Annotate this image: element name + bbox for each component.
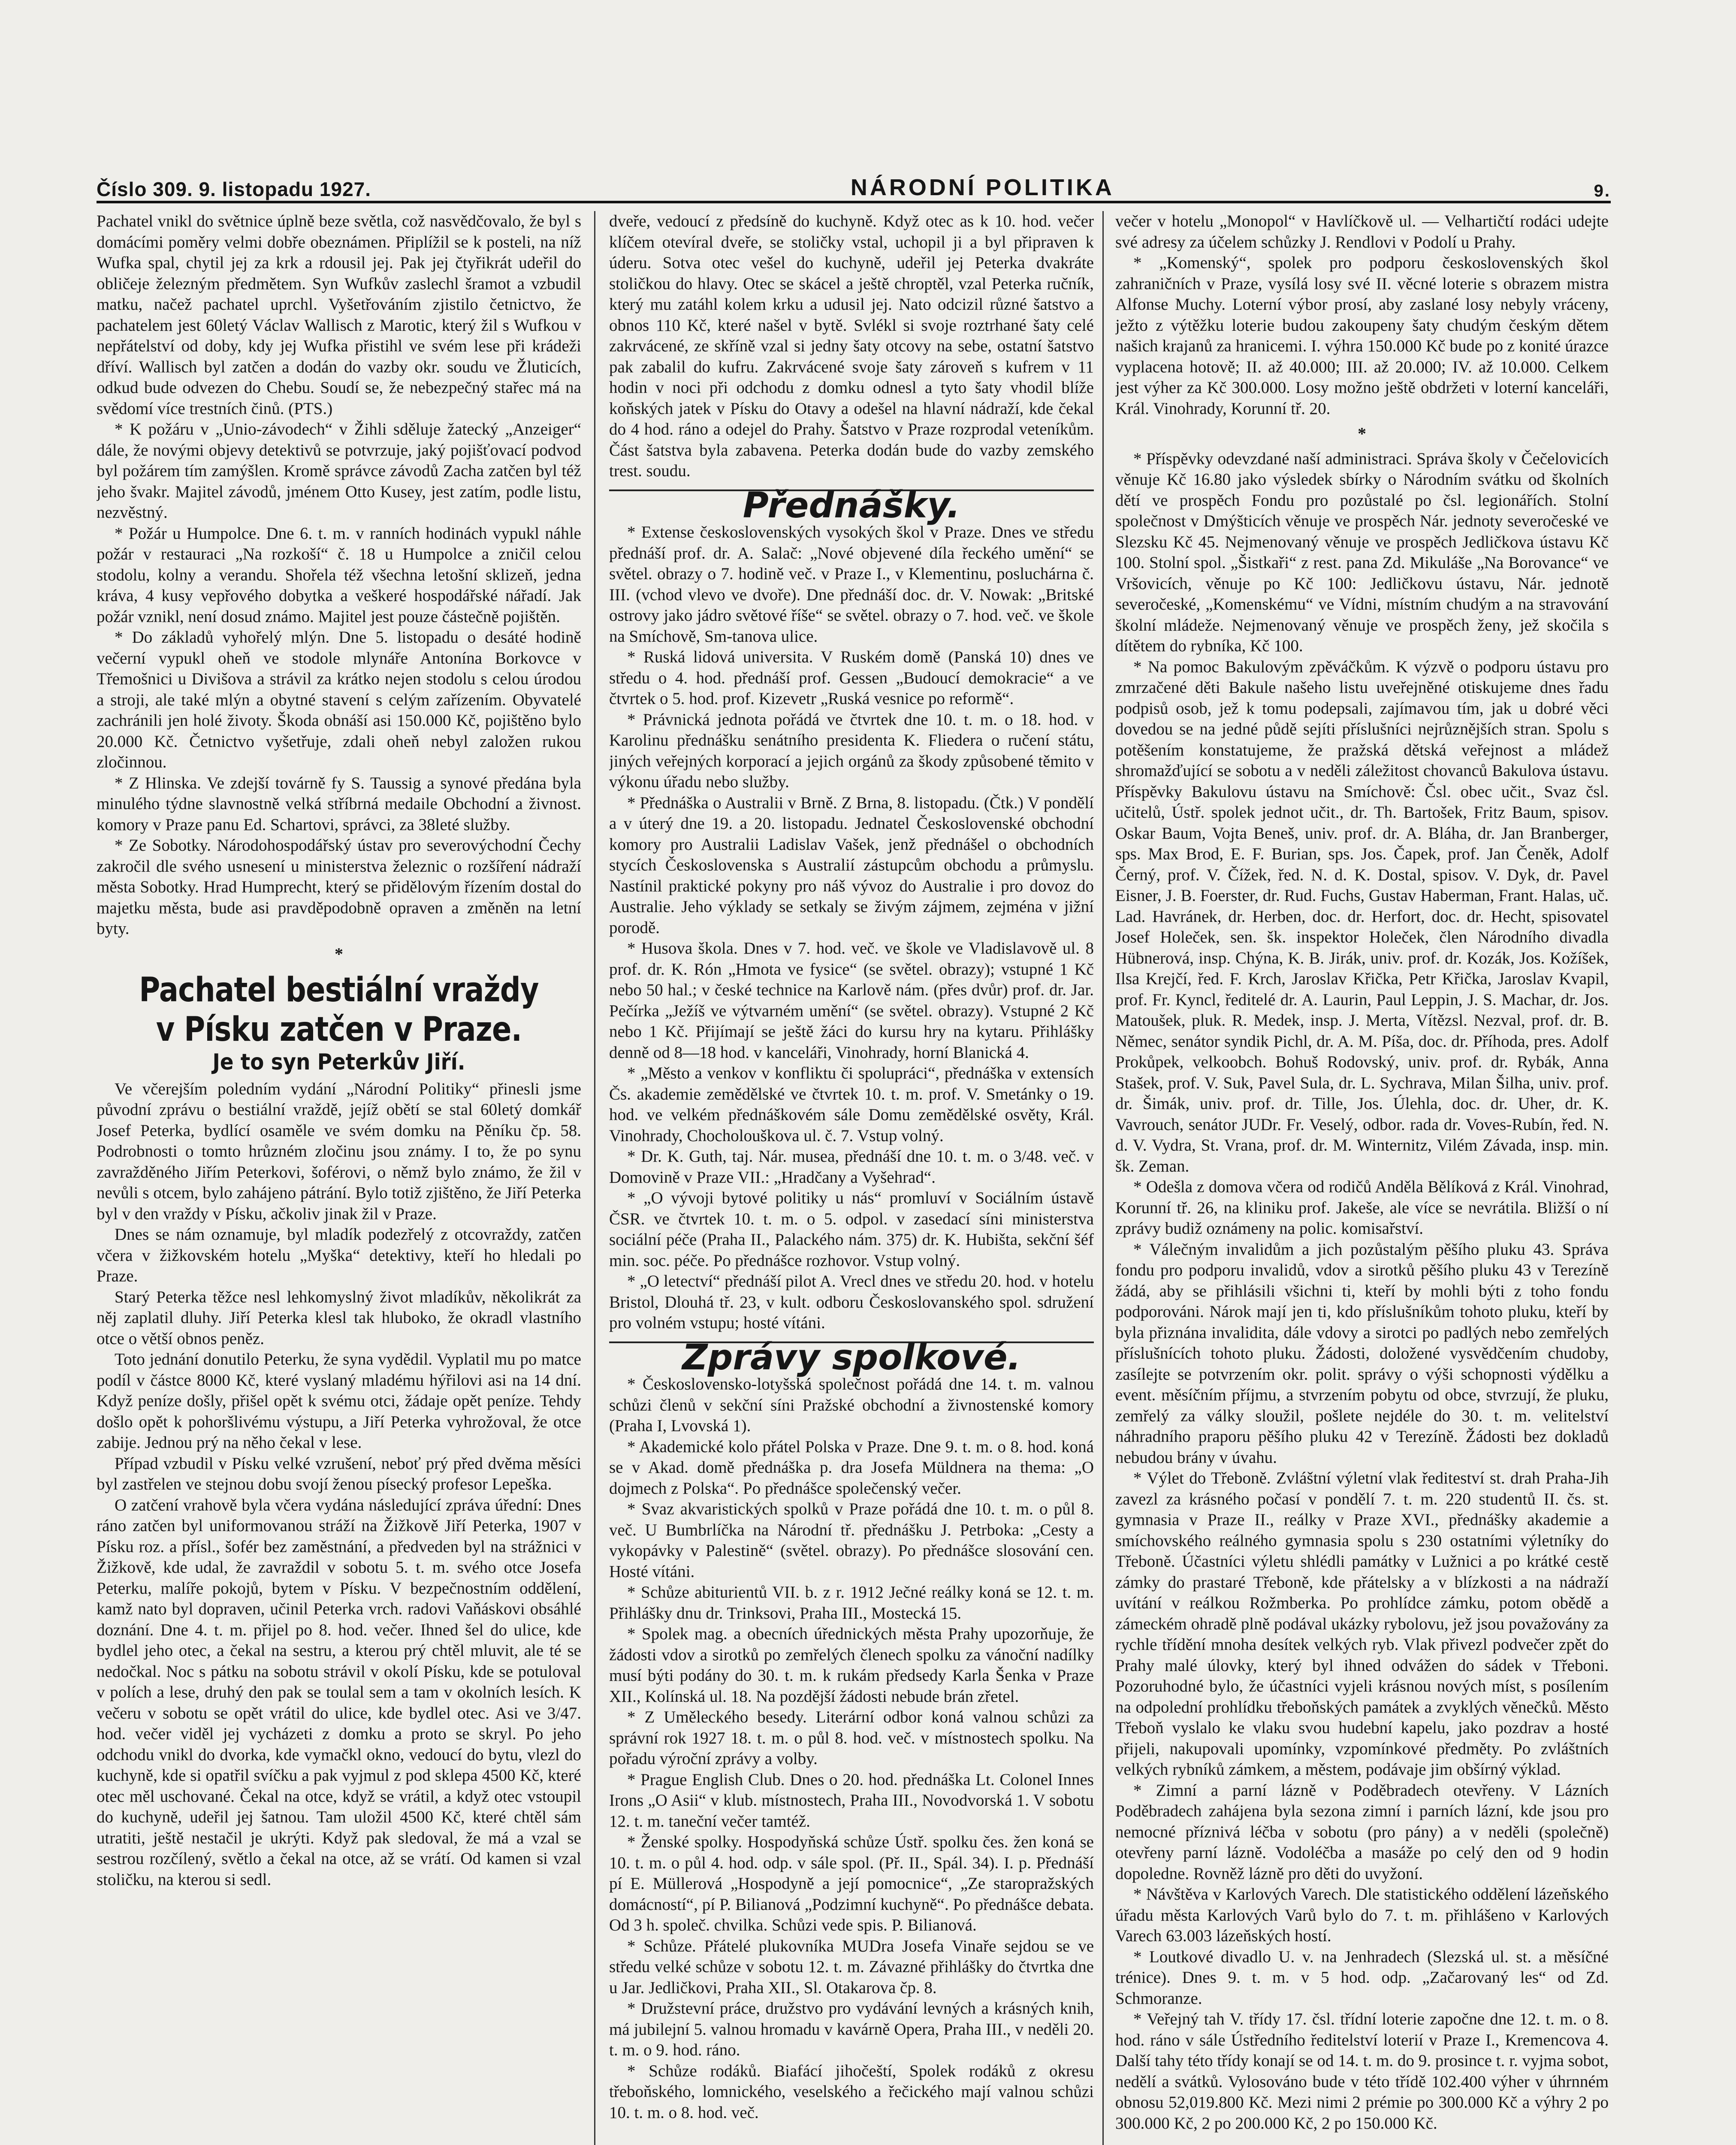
news-item: * „Komenský“, spolek pro podporu československých škol zahraničních v Praze, vysílá losy své II. věcné loterie s obrazem mistra Alfonse Muchy. Loterní výbor prosí, aby zaslané losy nebyly vráceny, ježto z výtěžku loterie budou zakoupeny šaty chudým českým dětem našich krajanů za hranicemi. I. výhra 150.000 Kč bude po z konité úrazce vyplacena hotově; II. až 40.000; III. až 20.000; IV. až 10.000. Celkem jest výher za Kč 300.000. Losy možno ještě obdržeti v loterní kanceláři, Král. Vinohrady, Korunní tř. 20.: [1115, 254, 1609, 418]
news-item: * Prague English Club. Dnes o 20. hod. přednáška Lt. Colonel Innes Irons „O Asii“ v klub. místnostech, Praha III., Novodvorská 1. V sobotu 12. t. m. taneční večer tamtéž.: [609, 1770, 1094, 1831]
news-item: večer v hotelu „Monopol“ v Havlíčkově ul. — Velhartičtí rodáci udejte své adresy za účelem schůzky J. Rendlovi v Podolí u Prahy.: [1115, 212, 1609, 251]
page-number: 9.: [1594, 181, 1611, 200]
news-item: * Právnická jednota pořádá ve čtvrtek dne 10. t. m. o 18. hod. v Karolinu přednášku senátního presidenta K. Fliedera o ručení státu, jiných veřejných korporací a jejich orgánů za škody způsobené těmito v výkonu úřadu nebo služby.: [609, 710, 1094, 791]
article-paragraph: Toto jednání donutilo Peterku, že syna vydědil. Vyplatil mu po matce podíl v částce 8000 Kč, které vyslaný mladému hýřilovi asi na 14 dní. Když peníze došly, přišel opět k svému otci, žádaje opět peníze. Tehdy došlo opět k pohoršlivému výstupu, a Jiří Peterka vyhrožoval, že otce zabije. Jednou prý na něho čekal v lese.: [97, 1350, 581, 1452]
column-divider: [1102, 211, 1104, 2145]
separator-star: *: [1358, 424, 1366, 443]
news-item: * Spolek mag. a obecních úřednických města Prahy upozorňuje, že žádosti vdov a sirotků po zemřelých členech spolku za vánoční nadílky musí býti podány do 30. t. m. k rukám předsedy Karla Šenka v Praze XII., Kolínská ul. 18. Na pozdější žádosti nebude brán zřetel.: [609, 1625, 1094, 1706]
article-paragraph: Ve včerejším poledním vydání „Národní Politiky“ přinesli jsme původní zprávu o bestiální vraždě, jejíž obětí se stal 60letý domkář Josef Peterka, bydlící osaměle ve svém domku na Pěníku čp. 58. Podrobnosti o tomto hrůzném zločinu jsou známy. I to, že po synu zavražděného Jiřím Peterkovi, šoférovi, o němž bylo známo, že žil v nevůli s otcem, bylo zahájeno pátrání. Bylo totiž zjištěno, že Jiří Peterka byl v den vraždy v Písku, ačkoliv jinak žil v Praze.: [97, 1079, 581, 1223]
news-item: * Z Hlinska. Ve zdejší továrně fy S. Taussig a synové předána byla minulého týdne slavnostně velká stříbrná medaile Obchodní a živnost. komory v Praze panu Ed. Schartovi, správci, za 38leté služby.: [97, 773, 581, 834]
news-item: * Válečným invalidům a jich pozůstalým pěšího pluku 43. Správa fondu pro podporu invalidů, vdov a sirotků pěšího pluku 43 v Terezíně žádá, aby se přihlásili všichni ti, kteří by mohli býti z toho fondu podporováni. Nárok mají jen ti, kdo příslušníkům tohoto pluku, kteří by byla přiznána invalidita, dále vdovy a sirotci po padlých nebo zemřelých příslušnících tohoto pluku. Žádosti, doložené vysvědčením chudoby, zasílejte se potvrzením okr. polit. správy o výši schopnosti výdělku a event. měsíčním příjmu, a stvrzením pobytu od obce, stvrzují, že pluku, zemřelý za války sloužil, pošlete nejdéle do 30. t. m. velitelství náhradního praporu pěšího pluku 42 v Terezíně. Žádosti bez dokladů nebudou brány v úvahu.: [1115, 1240, 1609, 1467]
news-item: * „O letectví“ přednáší pilot A. Vrecl dnes ve středu 20. hod. v hotelu Bristol, Dlouhá tř. 23, v kult. odboru Českoslovanského spol. sdružení pro volném vstupu; hosté vítáni.: [609, 1272, 1094, 1332]
news-item: * Výlet do Třeboně. Zvláštní výletní vlak řediteství st. drah Praha-Jih zavezl za krásného počasí v pondělí 7. t. m. 220 studentů II. čs. st. gymnasia v Praze II., reálky v Praze XVI., přednášky akademie a smíchovského reálného gymnasia spolu s 230 ostatními výletníky do Třeboně. Účastníci výletu shlédli památky v Lužnici a po krátké cestě zámky do prastaré Třeboně, kde přátelsky a v blízkosti a na nádraží uvítání v reálkou Rožmberka. Po prohlídce zámku, potom obědě a zámeckém ohradě plně podával ukázky rybolovu, jež jsou považovány za rychle třídění mnoha desítek velkých ryb. Vlak přivezl podvečer zpět do Prahy malé úlovky, který byl ihned odvážen do sádek v Třeboni. Pozoruhodné bylo, že účastníci vyjeli krásnou nových míst, s posílením na odpolední prohlídku třeboňských památek a zvyklých věnečků. Město Třeboň vyslalo ke vlaku svou hudební kapelu, jako pozdrav a hosté přijeli, nakupovali upomínky, vzpomínkové předměty. Po zvláštních velkých rybníků zámkem, a městem, podávaje jim obšírný výklad.: [1115, 1469, 1609, 1779]
article-headline: Pachatel bestiální vraždy v Písku zatčen v Praze.: [139, 971, 539, 1049]
news-item: * Akademické kolo přátel Polska v Praze. Dne 9. t. m. o 8. hod. koná se v Akad. domě přednáška p. dra Josefa Müldnera na thema: „O dojmech z Polska“. Po přednášce společenský večer.: [609, 1437, 1094, 1498]
news-item: * Veřejný tah V. třídy 17. čsl. třídní loterie započne dne 12. t. m. o 8. hod. ráno v sále Ústředního ředitelství loterií v Praze I., Kremencova 4. Další tahy této třídy konají se od 14. t. m. do 9. prosince t. r. vyjma sobot, nedělí a svátků. Vylosováno bude v této třídě 102.400 výher v úhrnném obnosu 52,019.800 Kč. Mezi nimi 2 prémie po 300.000 Kč a výhry 2 po 300.000 Kč, 2 po 200.000 Kč, 2 po 150.000 Kč.: [1115, 2010, 1609, 2133]
news-item: * Přednáška o Australii v Brně. Z Brna, 8. listopadu. (Čtk.) V pondělí a v úterý dne 19. a 20. listopadu. Jednatel Československé obchodní komory pro Australii Ladislav Vašek, jenž přednášel o obchodních stycích Československa s Australií zástupcům obchodu a průmyslu. Nastínil praktické pokyny pro náš vývoz do Australie i pro dovoz do Australie. Jeho výklady se setkaly se živým zájmem, zejména v jižní porodě.: [609, 793, 1094, 937]
newspaper-title: NÁRODNÍ POLITIKA: [850, 175, 1114, 200]
article-paragraph: Případ vzbudil v Písku velké vzrušení, neboť prý před dvěma měsíci byl zastřelen ve stejnou dobu svojí ženou písecký profesor Lepeška.: [97, 1454, 581, 1493]
news-item: * Ze Sobotky. Národohospodářský ústav pro severovýchodní Čechy zakročil dle svého usnesení u ministerstva železnic o rozšíření nádraží města Sobotky. Hrad Humprecht, který se přidělovým řízením dostal do majetku města, bude asi pravděpodobně opraven a změněn na letní byty.: [97, 836, 581, 938]
news-item: * K požáru v „Unio-závodech“ v Žihli sděluje žatecký „Anzeiger“ dále, že novými objevy detektivů se potvrzuje, jaký pojišťovací podvod byl požárem tím zamýšlen. Kromě správce závodů Zacha zatčen byl též jeho švakr. Majitel závodů, jménem Otto Kusey, jest zatím, podle listu, nezvěstný.: [97, 420, 581, 522]
news-item: * „Město a venkov v konfliktu či spolupráci“, přednáška v extensích Čs. akademie zemědělské ve čtvrtek 10. t. m. prof. V. Smetánky o 19. hod. ve velkém přednáškovém sále Domu zemědělské osvěty, Král. Vinohrady, Chocholouškova ul. č. 7. Vstup volný.: [609, 1064, 1094, 1145]
news-item: * Československo-lotyšská společnost pořádá dne 14. t. m. valnou schůzi členů v sekční síni Pražské obchodní a živnostenské komory (Praha I, Lvovská 1).: [609, 1375, 1094, 1435]
page-header: [97, 171, 1611, 203]
column-1: [97, 211, 581, 2145]
news-item: * Dr. K. Guth, taj. Nár. musea, přednáší dne 10. t. m. o 3/48. več. v Domovině v Praze VII.: „Hradčany a Vyšehrad“.: [609, 1147, 1094, 1187]
article-paragraph: O zatčení vrahově byla včera vydána následující zpráva úřední: Dnes ráno zatčen byl uniformovanou stráží na Žižkově Jiří Peterka, 1907 v Písku roz. a přísl., šofér bez zaměstnání, a předveden byl na strážnici v Žižkově, kde udal, že zavraždil v sobotu 5. t. m. svého otce Josefa Peterku, malíře pokojů, bytem v Písku. V bezpečnostním oddělení, kamž nato byl dopraven, učinil Peterka vrch. radovi Vaňáskovi obsáhlé doznání. Dne 4. t. m. přijel po 8. hod. večer. Ihned šel do ulice, kde bydlel jeho otec, a čekal na sestru, a kterou prý chtěl mluvit, ale té se nedočkal. Noc s pátku na sobotu strávil v okolí Písku, kde se potuloval v polích a lese, druhý den pak se toulal sem a tam v okolních lesích. K večeru v sobotu se opět vrátil do ulice, kde bydlel otec. Asi ve 3/47. hod. večer viděl jej vycházeti z domku a proto se skryl. Po jeho odchodu vnikl do dvorka, kde vymačkl okno, vedoucí do bytu, vlezl do kuchyně, kde si opatřil svíčku a pak vyjmul z pod sklepa 4500 Kč, které otec měl uschované. Čekal na otce, když se vrátil, a když otec vstoupil do kuchyně, udeřil jej šatnou. Tam uložil 4500 Kč, které chtěl sám utratiti, ještě nestačil je ukrýti. Když pak sledoval, že má a vzal se sestrou rozčílený, světlo a čekal na otce, až se vrátí. Od kamen si vzal stoličku, na kterou si sedl.: [97, 1495, 581, 1889]
section-title-lectures: Přednášky.: [609, 489, 1094, 517]
news-item: * Z Uměleckého besedy. Literární odbor koná valnou schůzi za správní rok 1927 18. t. m. o půl 8. hod. več. v místnostech spolku. Na pořadu výroční zprávy a volby.: [609, 1708, 1094, 1768]
news-item: * Ženské spolky. Hospodyňská schůze Ústř. spolku čes. žen koná se 10. t. m. o půl 4. hod. odp. v sále spol. (Př. II., Spál. 34). I. p. Přednáší pí E. Müllerová „Hospodyně a její pomocnice“, „Ze staropražských domácností“, pí P. Bilianová „Podzimní kuchyně“. Po přednášce debata. Od 3 h. společ. chvilka. Schůzi vede spis. P. Bilianová.: [609, 1833, 1094, 1934]
article-paragraph: Starý Peterka těžce nesl lehkomyslný život mladíkův, několikrát za něj zaplatil dluhy. Jiří Peterka klesl tak hluboko, že okradl vlastního otce o větší obnos peněz.: [97, 1287, 581, 1348]
news-item: * Na pomoc Bakulovým zpěváčkům. K výzvě o podporu ústavu pro zmrzačené děti Bakule našeho listu uveřejněné otiskujeme dnes řadu podpisů osob, jež k tomu podepsali, zajímavou tím, jak u dobré věci dovedou se na jedné půdě sejíti příslušníci nejrůznějších stran. Spolu s potěšením konstatujeme, že pražská dětská veřejnost a mládež shromažďující se sobotu a v neděli záležitost chovanců Bakulova ústavu. Příspěvky Bakulovu ústavu na Smíchově: Čsl. obec učit., Svaz čsl. učitelů, Ústř. spolek jednot učit., dr. Th. Bartošek, Fritz Baum, spisov. Oskar Baum, Vojta Beneš, univ. prof. dr. A. Bláha, dr. Jan Branberger, sps. Max Brod, E. F. Burian, sps. Jos. Čapek, prof. Jan Čeněk, Adolf Černý, prof. V. Čížek, řed. N. d. K. Dostal, spisov. V. Dyk, dr. Pavel Eisner, J. B. Foerster, dr. Rud. Fuchs, Gustav Haberman, Frant. Halas, uč. Lad. Havránek, dr. Herben, doc. dr. Herfort, doc. dr. Hecht, spisovatel Josef Holeček, sen. šk. inspektor Holeček, člen Národního divadla Hübnerová, insp. Chýna, K. B. Jirák, univ. prof. dr. Kozák, Jos. Kožíšek, Ilsa Krejčí, řed. F. Krch, Jaroslav Křička, Petr Křička, Jaroslav Kvapil, prof. Fr. Kyncl, ředitelé dr. A. Laurin, Paul Leppin, J. S. Machar, dr. Jos. Matoušek, pluk. R. Medek, insp. J. Merta, Vítězsl. Nezval, prof. dr. B. Němec, senátor syndik Pichl, dr. A. M. Píša, doc. dr. Příhoda, pres. Adolf Prokůpek, velkoobch. Bohuš Rodovský, univ. prof. dr. Rybák, Anna Stašek, prof. V. Suk, Pavel Sula, dr. L. Sychrava, Milan Šilha, univ. prof. dr. Šimák, univ. prof. dr. Tille, Jos. Úlehla, doc. dr. Uher, dr. K. Vavrouch, senátor JUDr. Fr. Veselý, odbor. rada dr. Voves-Rubín, řed. N. d. V. Vydra, St. Vrana, prof. dr. M. Winternitz, Vilém Závada, insp. min. šk. Zeman.: [1115, 657, 1609, 1175]
article-paragraph: Dnes se nám oznamuje, byl mladík podezřelý z otcovraždy, zatčen včera v žižkovském hotelu „Myška“ detektivy, kteří ho hledali po Praze.: [97, 1225, 581, 1285]
column-3: [1115, 211, 1609, 2145]
issue-number: Číslo 309. 9. listopadu 1927.: [97, 178, 371, 200]
news-item: * Loutkové divadlo U. v. na Jenhradech (Slezská ul. st. a měsíčné trénice). Dnes 9. t. m. v 5 hod. odp. „Začarovaný les“ od Zd. Schmoranze.: [1115, 1947, 1609, 2008]
news-item: * Do základů vyhořelý mlýn. Dne 5. listopadu o desáté hodině večerní vypukl oheň ve stodole mlynáře Antonína Borkovce v Třemošnici u Divišova a strávil za krátko nejen stodolu s celou úrodou a stroji, ale také mlýn a obytné stavení s celým zařízením. Obyvatelé zachránili jen holé životy. Škoda obnáší asi 150.000 Kč, pojištěno bylo 20.000 Kč. Četnictvo vyšetřuje, zdali oheň nebyl založen rukou zločinnou.: [97, 628, 581, 771]
news-item: * Husova škola. Dnes v 7. hod. več. ve škole ve Vladislavově ul. 8 prof. dr. K. Rón „Hmota ve fysice“ (se světel. obrazy); vstupné 1 Kč nebo 50 hal.; v české technice na Karlově nám. (přes dvůr) prof. dr. Jar. Pečírka „Ježíš ve výtvarném umění“ (se světel. obrazy). Vstupné 2 Kč nebo 1 Kč. Přijímají se ještě žáci do kursu hry na kytaru. Přihlášky denně od 8—18 hod. v kanceláři, Vinohrady, horní Blanická 4.: [609, 939, 1094, 1062]
news-item: * Odešla z domova včera od rodičů Anděla Bělíková z Král. Vinohrad, Korunní tř. 26, na kliniku prof. Jakeše, ale více se nevrátila. Bližší o ní zprávy budiž oznámeny na polic. komisařství.: [1115, 1178, 1609, 1238]
news-item: * Ruská lidová universita. V Ruském domě (Panská 10) dnes ve středu o 4. hod. přednáší prof. Gessen „Budoucí demokracie“ a ve čtvrtek o 5. hod. prof. Kizevetr „Ruská vesnice po reformě“.: [609, 648, 1094, 708]
separator-star: *: [335, 944, 343, 964]
section-title-club-news: Zprávy spolkové.: [609, 1341, 1094, 1369]
news-item: * Schůze. Přátelé plukovníka MUDra Josefa Vinaře sejdou se ve středu velké schůze v sobotu 12. t. m. Závazné přihlášky do čtvrtka dne u Jar. Jedličkovi, Praha XII., Sl. Otakarova čp. 8.: [609, 1937, 1094, 1997]
news-item: * Návštěva v Karlových Varech. Dle statistického oddělení lázeňského úřadu města Karlových Varů bylo do 7. t. m. přihlášeno v Karlových Varech 63.003 lázeňských hostí.: [1115, 1885, 1609, 1945]
news-item: * Schůze rodáků. Biafácí jihočeští, Spolek rodáků z okresu třeboňského, lomnického, veselského a řečického mají valnou schůzi 10. t. m. o 8. hod. več.: [609, 2061, 1094, 2122]
article-subheadline: Je to syn Peterkův Jiří.: [212, 1049, 465, 1075]
news-item: * Schůze abiturientů VII. b. z r. 1912 Ječné reálky koná se 12. t. m. Přihlášky dnu dr. Trinksovi, Praha III., Mostecká 15.: [609, 1583, 1094, 1622]
news-item: * „O vývoji bytové politiky u nás“ promluví v Sociálním ústavě ČSR. ve čtvrtek 10. t. m. o 5. odpol. v zasedací síni ministerstva sociální péče (Praha II., Palackého nám. 375) dr. K. Hubišta, sekční šéf min. soc. péče. Po přednášce rozhovor. Vstup volný.: [609, 1189, 1094, 1270]
column-2: [609, 211, 1094, 2145]
news-item: * Družstevní práce, družstvo pro vydávání levných a krásných knih, má jubilejní 5. valnou hromadu v kavárně Opera, Praha III., v neděli 20. t. m. o 9. hod. ráno.: [609, 1999, 1094, 2059]
news-item: * Požár u Humpolce. Dne 6. t. m. v ranních hodinách vypukl náhle požár v restauraci „Na rozkoší“ č. 18 u Humpolce a zničil celou stodolu, kolny a verandu. Shořela též všechna letošní sklizeň, jedna kráva, 4 kusy vepřového dobytka a veškeré hospodářské nářadí. Jak požár vznikl, není dosud známo. Majitel jest pouze částečně pojištěn.: [97, 524, 581, 626]
news-item: * Příspěvky odevzdané naší administraci. Správa školy v Čečelovicích věnuje Kč 16.80 jako výsledek sbírky o Národním svátku od školních dětí ve prospěch Fondu pro pozůstalé po čsl. legionářích. Stolní společnost v Dmýšticích věnuje ve prospěch Nár. jednoty severočeské ve Slezsku Kč 45. Nejmenovaný věnuje ve prospěch Jedličkova ústavu Kč 100. Stolní spol. „Šistkaři“ z rest. pana Zd. Mikuláše „Na Borovance“ ve Vršovicích, věnuje po Kč 100: Jedličkovu ústavu, Nár. jednotě severočeské, „Komenskému“ ve Vídni, místním chudým a na stravování školní mládeže. Nejmenovaný věnuje ve prospěch ženy, jež skočila s dítětem do rybníka, Kč 100.: [1115, 449, 1609, 655]
news-item: * Svaz akvaristických spolků v Praze pořádá dne 10. t. m. o půl 8. več. U Bumbrlíčka na Národní tř. přednášku J. Petrboka: „Cesty a vykopávky v Palestině“ (světel. obrazy). Po přednášce slosování cen. Hosté vítáni.: [609, 1500, 1094, 1581]
column-divider: [594, 211, 595, 2145]
article-paragraph: dveře, vedoucí z předsíně do kuchyně. Když otec as k 10. hod. večer klíčem otevíral dveře, se stoličky vstal, uchopil ji a byl připraven k úderu. Sotva otec vešel do kuchyně, udeřil jej Peterka dvakráte stoličkou do hlavy. Otec se skácel a ještě chroptěl, vzal Peterka ručník, který mu zatáhl kolem krku a udusil jej. Nato odcizil různé šatstvo a obnos 110 Kč, které našel v bytě. Svlékl si svoje roztrhané šaty celé zakrvácené, ze skříně vzal si jedny šaty otcovy na sebe, ostatní šatstvo pak zabalil do kufru. Zakrvácené svoje šaty zároveň s kufrem v 11 hodin v noci při odchodu z domku odnesl a tyto šaty vhodil blíže koňských jatek v Písku do Otavy a odešel na hlavní nádraží, kde čekal do 4 hod. ráno a odejel do Prahy. Šatstvo v Praze rozprodal veteníkům. Část šatstva byla zabavena. Peterka dodán bude do vazby zemského trest. soudu.: [609, 212, 1094, 480]
news-item: * Zimní a parní lázně v Poděbradech otevřeny. V Lázních Poděbradech zahájena byla sezona zimní i parních lázní, kde jsou pro nemocné příznivá léčba v sobotu (pro pány) a v neděli (společně) otevřeny parní lázně. Vodoléčba a masáže po celý den od 9 hodin dopoledne. Rovněž lázně pro děti do uvyžoní.: [1115, 1781, 1609, 1883]
article-paragraph: Pachatel vnikl do světnice úplně beze světla, což nasvědčovalo, že byl s domácími poměry velmi dobře obeznámen. Připlížil se k posteli, na níž Wufka spal, chytil jej za krk a rdousil jej. Pak jej čtyřikrát udeřil do obličeje železným předmětem. Syn Wufkův zaslechl šramot a vzbudil matku, načež pachatel uprchl. Vyšetřováním zjistilo četnictvo, že pachatelem jest 60letý Václav Wallisch z Marotic, který žil s Wufkou v nepřátelství od doby, kdy jej Wufka přistihl ve svém lese při krádeži dříví. Wallisch byl zatčen a dodán do vazby okr. soudu ve Žluticích, odkud bude odvezen do Chebu. Soudí se, že nebezpečný stařec má na svědomí více trestních činů. (PTS.): [97, 212, 581, 418]
news-item: * Extense československých vysokých škol v Praze. Dnes ve středu přednáší prof. dr. A. Salač: „Nové objevené díla řeckého umění“ se světel. obrazy o 7. hodině več. v Praze I., v Klementinu, posluchárna č. III. (vchod vlevo ve dvoře). Dne přednáší doc. dr. V. Nowak: „Britské ostrovy jako jádro světové říše“ se světel. obrazy o 7. hod. več. ve škole na Smíchově, Sm-tanova ulice.: [609, 523, 1094, 646]
